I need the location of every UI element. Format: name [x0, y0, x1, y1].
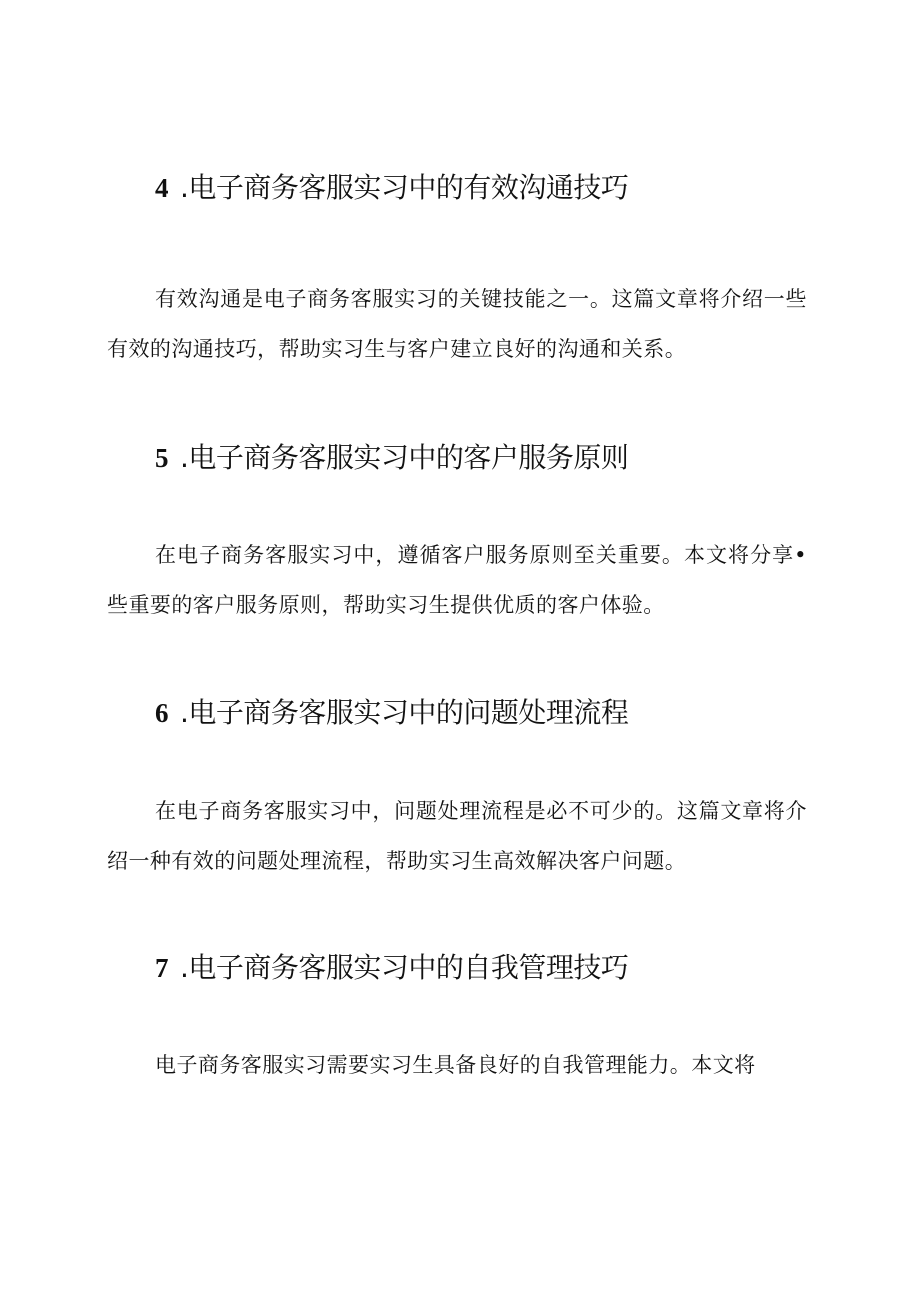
section-5-title: .电子商务客服实习中的客户服务原则 [180, 441, 629, 474]
section-7-paragraph: 电子商务客服实习需要实习生具备良好的自我管理能力。本文将 [155, 1053, 756, 1077]
section-6-number: 6 [155, 698, 168, 728]
section-4-paragraph: 有效沟通是电子商务客服实习的关键技能之一。这篇文章将介绍一些有效的沟通技巧，帮助实习生与客户建立良好的沟通和关系。 [107, 287, 807, 361]
section-6-heading [155, 695, 855, 731]
section-6-title: .电子商务客服实习中的问题处理流程 [180, 696, 629, 729]
section-7-number: 7 [155, 953, 168, 983]
section-5-paragraph: 在电子商务客服实习中，遵循客户服务原则至关重要。本文将分享•些重要的客户服务原则，帮助实习生提供优质的客户体验。 [107, 543, 807, 617]
section-4-number: 4 [155, 173, 168, 203]
section-5-heading [155, 440, 855, 476]
section-4-heading [155, 170, 855, 206]
section-5-number: 5 [155, 443, 168, 473]
section-7-heading [155, 950, 855, 986]
section-7-title: .电子商务客服实习中的自我管理技巧 [180, 951, 629, 984]
section-6-paragraph: 在电子商务客服实习中，问题处理流程是必不可少的。这篇文章将介绍一种有效的问题处理流程，帮助实习生高效解决客户问题。 [107, 799, 807, 873]
section-4-title: .电子商务客服实习中的有效沟通技巧 [180, 171, 629, 204]
